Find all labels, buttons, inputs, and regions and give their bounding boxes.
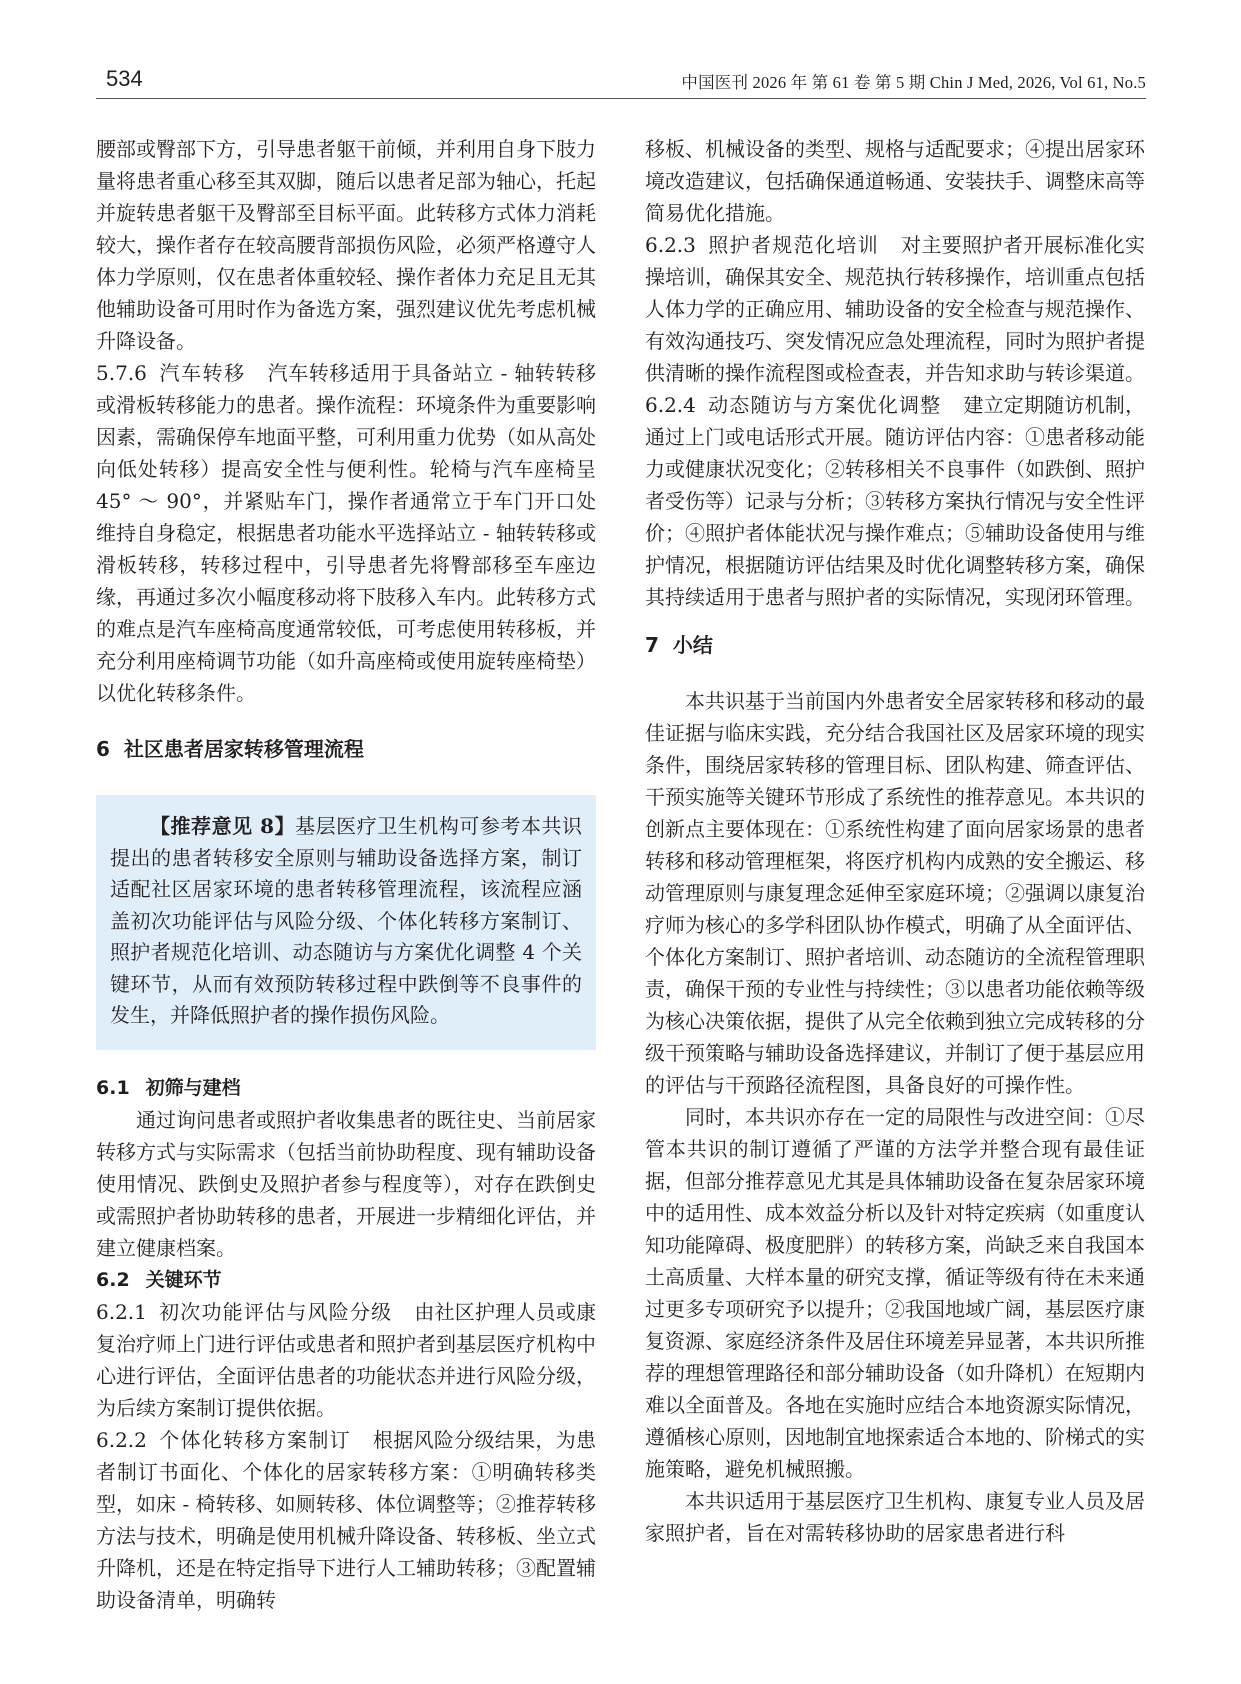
- subsection-number: 5.7.6: [96, 361, 147, 385]
- subsection-6-2-4: [645, 389, 1145, 613]
- paragraph: 本共识基于当前国内外患者安全居家转移和移动的最佳证据与临床实践，充分结合我国社区及居家环境的现实条件，围绕居家转移的管理目标、团队构建、筛查评估、干预实施等关键环节形成了系统性的推荐意见。本共识的创新点主要体现在：①系统性构建了面向居家场景的患者转移和移动管理框架，将医疗机构内成熟的安全搬运、移动管理原则与康复理念延伸至家庭环境；②强调以康复治疗师为核心的多学科团队协作模式，明确了从全面评估、个体化方案制订、照护者培训、动态随访的全流程管理职责，确保干预的专业性与持续性；③以患者功能依赖等级为核心决策依据，提供了从完全依赖到独立完成转移的分级干预策略与辅助设备选择建议，并制订了便于基层应用的评估与干预路径流程图，具备良好的可操作性。: [645, 689, 1145, 1097]
- paragraph-text: 汽车转移适用于具备站立 - 轴转转移或滑板转移能力的患者。操作流程：环境条件为重要影响因素，需确保停车地面平整，可利用重力优势（如从高处向低处转移）提高安全性与便利性。轮椅与汽车座椅呈 45° ～ 90°，并紧贴车门，操作者通常立于车门开口处维持自身稳定，根据患者功能水平选择站立 - 轴转转移或滑板转移，转移过程中，引导患者先将臀部移至车座边缘，再通过多次小幅度移动将下肢移入车内。此转移方式的难点是汽车座椅高度通常较低，可考虑使用转移板，并充分利用座椅调节功能（如升高座椅或使用旋转座椅垫）以优化转移条件。: [96, 361, 597, 705]
- recommendation-box: [96, 795, 596, 1050]
- paragraph: 同时，本共识亦存在一定的局限性与改进空间：①尽管本共识的制订遵循了严谨的方法学并整合现有最佳证据，但部分推荐意见尤其是具体辅助设备在复杂居家环境中的适用性、成本效益分析以及针对特定疾病（如重度认知功能障碍、极度肥胖）的转移方案，尚缺乏来自我国本土高质量、大样本量的研究支撑，循证等级有待在未来通过更多专项研究予以提升；②我国地域广阔，基层医疗康复资源、家庭经济条件及居住环境差异显著，本共识所推荐的理想管理路径和部分辅助设备（如升降机）在短期内难以全面普及。各地在实施时应结合本地资源实际情况，遵循核心原则，因地制宜地探索适合本地的、阶梯式的实施策略，避免机械照搬。: [645, 1105, 1145, 1481]
- subsection-number: 6.2.4: [645, 393, 696, 417]
- page-number: 534: [106, 66, 143, 91]
- section-heading-7: [645, 629, 1145, 661]
- subsection-title: 汽车转移: [158, 361, 246, 385]
- section-number: 7: [645, 633, 659, 657]
- subsection-5-7-6: [96, 357, 596, 709]
- subsection-number: 6.2.2: [96, 1427, 147, 1452]
- paragraph-text: 对主要照护者开展标准化实操培训，确保其安全、规范执行转移操作，培训重点包括人体力学的正确应用、辅助设备的安全检查与规范操作、有效沟通技巧、突发情况应急处理流程，同时为照护者提供清晰的操作流程图或检查表，并告知求助与转诊渠道。: [645, 233, 1146, 385]
- running-header: [96, 64, 1146, 99]
- subsection-6-2-3: [645, 229, 1145, 389]
- subsection-title: 照护者规范化培训: [707, 233, 880, 257]
- section-heading-6-1: [96, 1072, 596, 1104]
- recommendation-label: 【推荐意见 8】: [150, 814, 296, 838]
- section-title: 小结: [672, 633, 713, 657]
- subsection-heading: [96, 361, 268, 385]
- section-heading-6-2: [96, 1264, 596, 1296]
- subsection-6-2-2: [96, 1424, 596, 1616]
- section-number: 6.2: [96, 1268, 130, 1291]
- recommendation-text: 基层医疗卫生机构可参考本共识提出的患者转移安全原则与辅助设备选择方案，制订适配社区居家环境的患者转移管理流程，该流程应涵盖初次功能评估与风险分级、个体化转移方案制订、照护者规范化培训、动态随访与方案优化调整 4 个关键环节，从而有效预防转移过程中跌倒等不良事件的发生，并降低照护者的操作损伤风险。: [110, 814, 583, 1027]
- right-column: [645, 133, 1145, 1549]
- section-number: 6.1: [96, 1076, 130, 1099]
- paragraph: 通过询问患者或照护者收集患者的既往史、当前居家转移方式与实际需求（包括当前协助程度、现有辅助设备使用情况、跌倒史及照护者参与程度等），对存在跌倒史或需照护者协助转移的患者，开展进一步精细化评估，并建立健康档案。: [96, 1107, 596, 1260]
- paragraph: 本共识适用于基层医疗卫生机构、康复专业人员及居家照护者，旨在对需转移协助的居家患者进行科: [645, 1489, 1145, 1545]
- section-title: 初筛与建档: [145, 1076, 241, 1099]
- section-title: 社区患者居家转移管理流程: [123, 737, 364, 761]
- subsection-number: 6.2.3: [645, 233, 696, 257]
- section-title: 关键环节: [145, 1268, 222, 1291]
- subsection-6-2-1: [96, 1296, 596, 1424]
- subsection-title: 初次功能评估与风险分级: [158, 1299, 393, 1324]
- paragraph-text: 建立定期随访机制，通过上门或电话形式开展。随访评估内容：①患者移动能力或健康状况变化；②转移相关不良事件（如跌倒、照护者受伤等）记录与分析；③转移方案执行情况与安全性评价；④照护者体能状况与操作难点；⑤辅助设备使用与维护情况，根据随访评估结果及时优化调整转移方案，确保其持续适用于患者与照护者的实际情况，实现闭环管理。: [645, 393, 1146, 609]
- subsection-title: 个体化转移方案制订: [158, 1427, 351, 1452]
- subsection-title: 动态随访与方案优化调整: [707, 393, 942, 417]
- journal-info: 中国医刊 2026 年 第 61 卷 第 5 期 Chin J Med, 2026, Vol 61, No.5: [681, 73, 1146, 92]
- left-column: [96, 133, 596, 1616]
- section-heading-6: [96, 733, 596, 765]
- paragraph-text: 根据风险分级结果，为患者制订书面化、个体化的居家转移方案：①明确转移类型，如床 - 椅转移、如厕转移、体位调整等；②推荐转移方法与技术，明确是使用机械升降设备、转移板、坐立式升降机，还是在特定指导下进行人工辅助转移；③配置辅助设备清单，明确转: [96, 1427, 597, 1612]
- paragraph: 腰部或臀部下方，引导患者躯干前倾，并利用自身下肢力量将患者重心移至其双脚，随后以患者足部为轴心，托起并旋转患者躯干及臀部至目标平面。此转移方式体力消耗较大，操作者存在较高腰背部损伤风险，必须严格遵守人体力学原则，仅在患者体重较轻、操作者体力充足且无其他辅助设备可用时作为备选方案，强烈建议优先考虑机械升降设备。: [96, 137, 596, 353]
- paragraph: 移板、机械设备的类型、规格与适配要求；④提出居家环境改造建议，包括确保通道畅通、安装扶手、调整床高等简易优化措施。: [645, 137, 1145, 225]
- subsection-number: 6.2.1: [96, 1299, 147, 1324]
- paragraph-text: 由社区护理人员或康复治疗师上门进行评估或患者和照护者到基层医疗机构中心进行评估，全面评估患者的功能状态并进行风险分级，为后续方案制订提供依据。: [96, 1299, 597, 1420]
- section-number: 6: [96, 737, 110, 761]
